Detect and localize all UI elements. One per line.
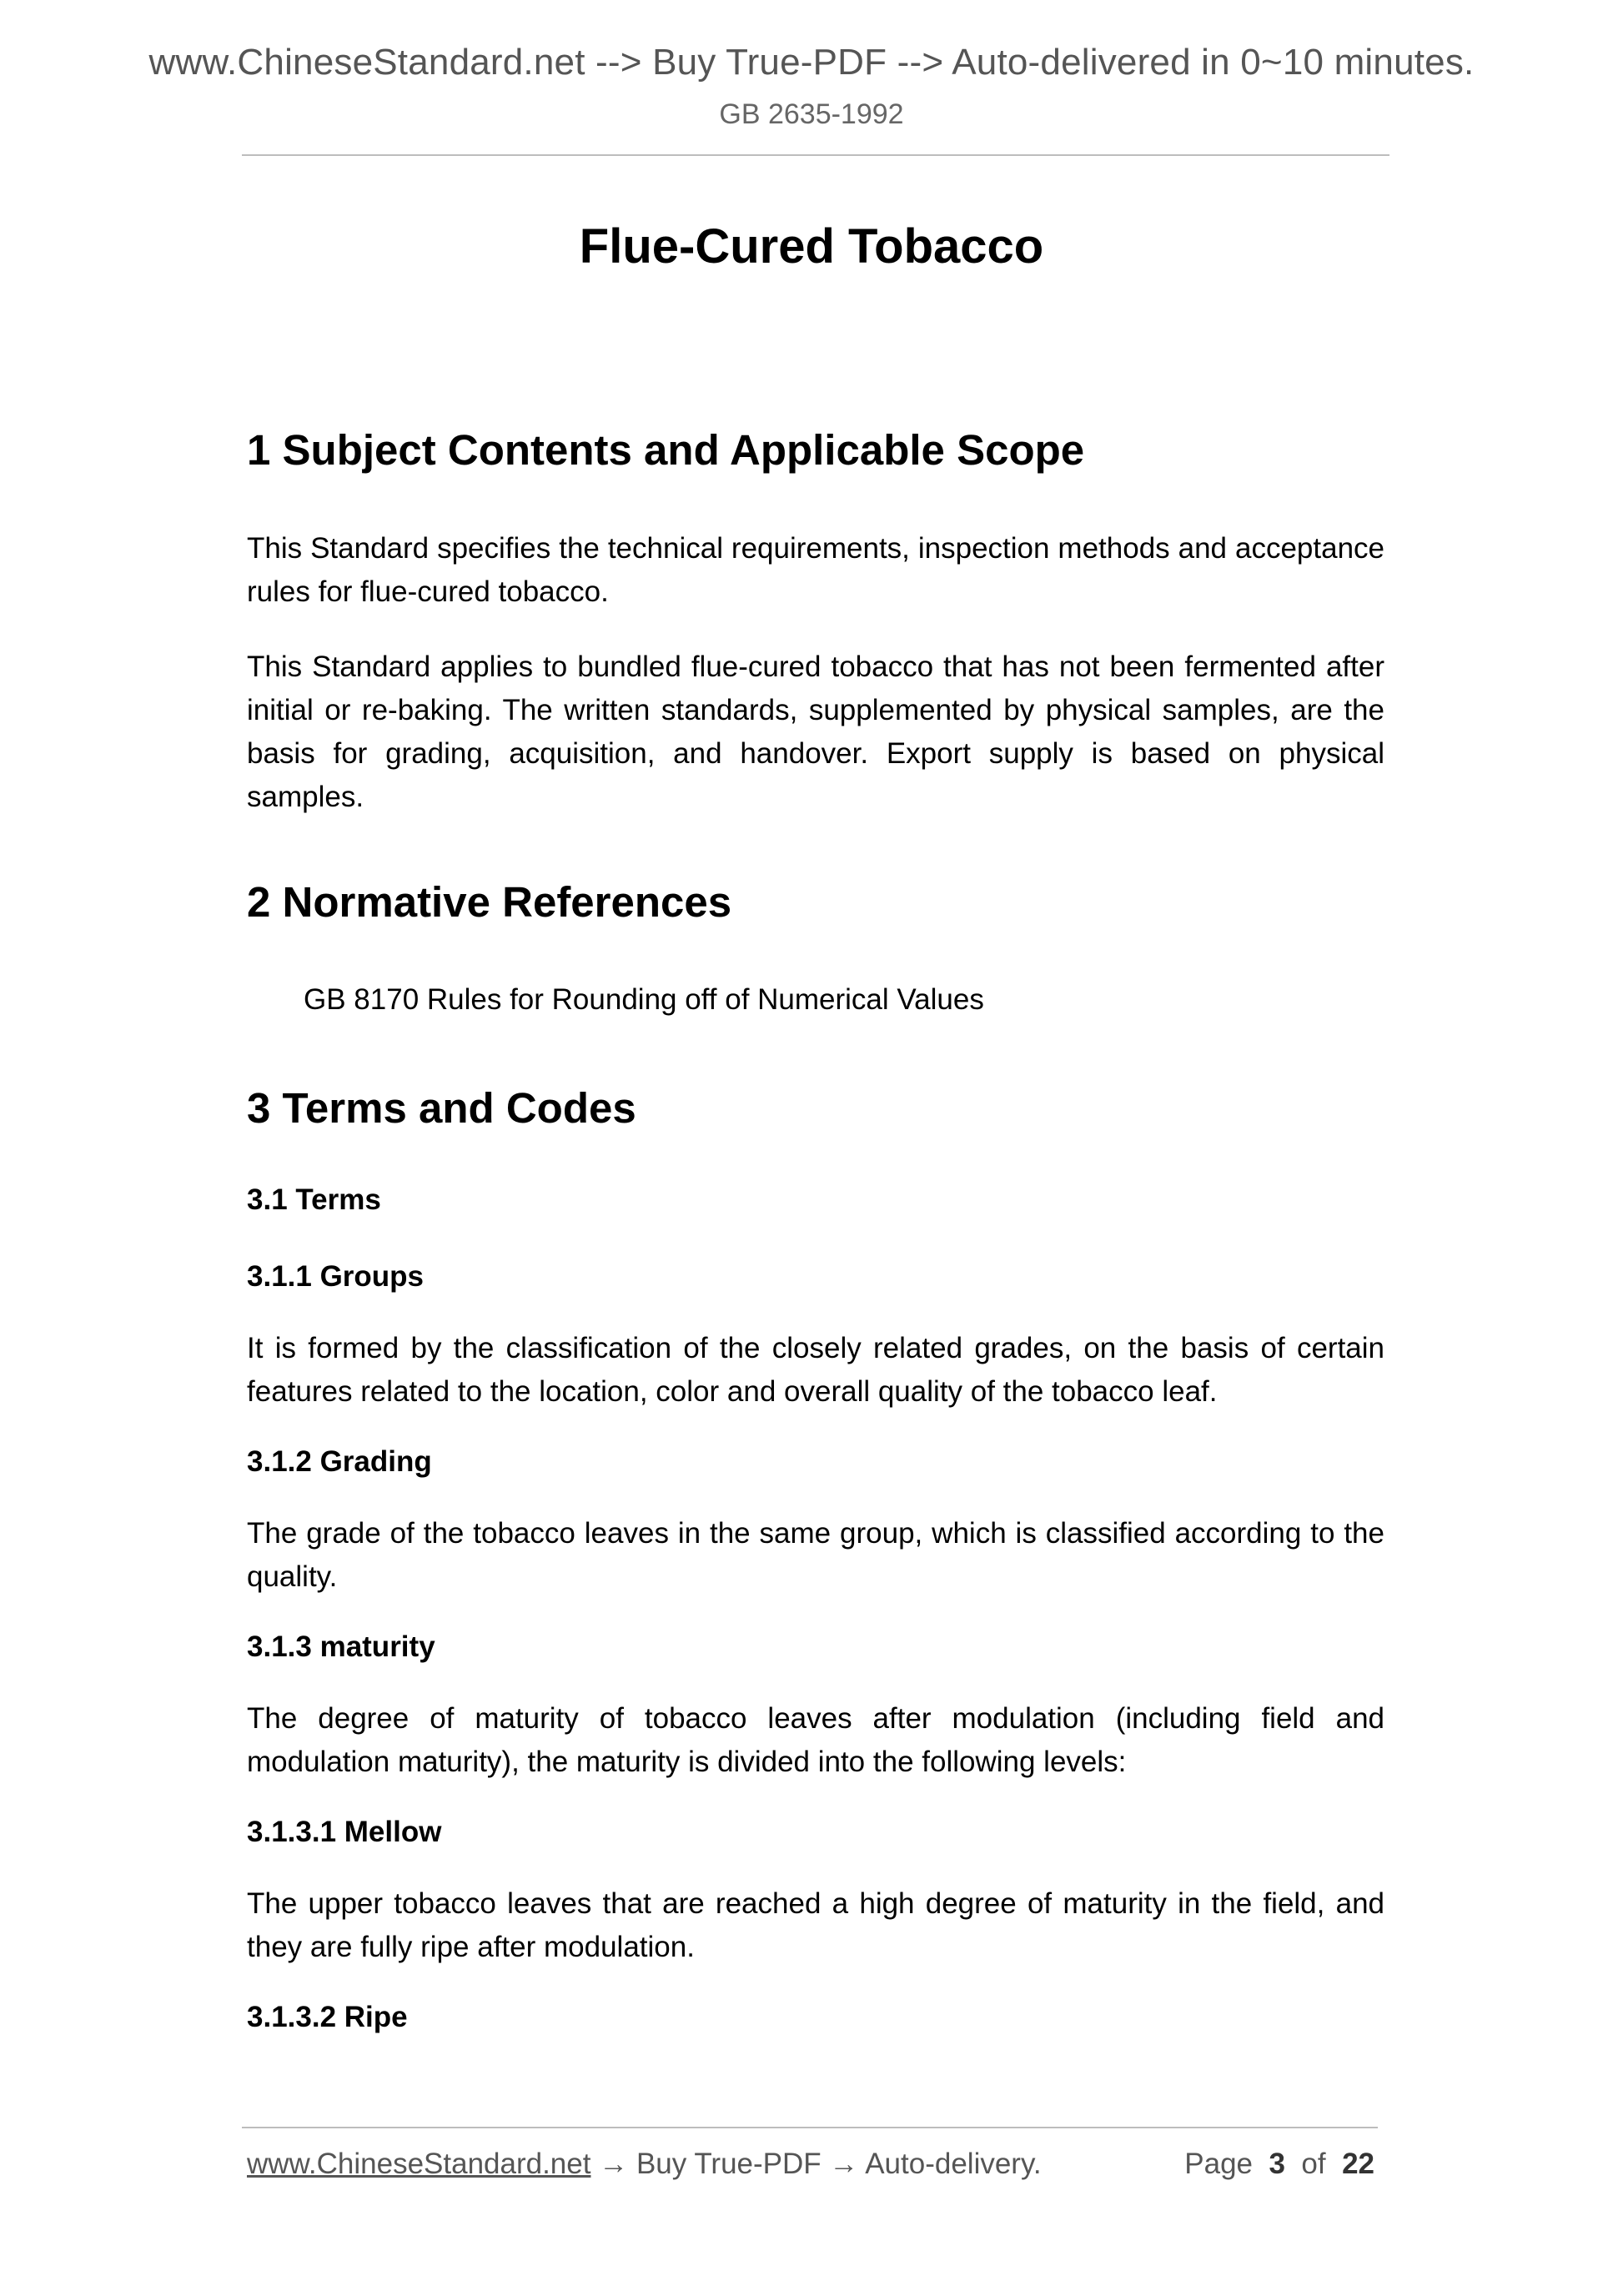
site-banner: www.ChineseStandard.net --> Buy True-PDF --> Auto-delivered in 0~10 minutes. bbox=[148, 42, 1475, 83]
subsection-heading: 3.1.3.1 Mellow bbox=[247, 1816, 442, 1848]
paragraph: The upper tobacco leaves that are reached a high degree of maturity in the field, and they are fully ripe after modulation. bbox=[247, 1887, 1384, 1963]
reference-item: GB 8170 Rules for Rounding off of Numerical Values bbox=[304, 983, 984, 1016]
page-label: Page bbox=[1184, 2148, 1254, 2180]
of-label: of bbox=[1301, 2148, 1326, 2180]
subsection-heading: 3.1.2 Grading bbox=[247, 1445, 432, 1478]
footer-divider bbox=[242, 2127, 1378, 2128]
paragraph: This Standard specifies the technical requirements, inspection methods and acceptance rules for flue-cured tobacco. bbox=[247, 532, 1384, 608]
delivery-text: Auto-delivery. bbox=[865, 2148, 1042, 2180]
section-heading-3: 3 Terms and Codes bbox=[247, 1084, 636, 1132]
paragraph: This Standard applies to bundled flue-cured tobacco that has not been fermented after initial or re-baking. The written standards, supplemented by physical samples, are the basis for grading, acquisition, and handover. Export supply is based on physical samples. bbox=[247, 651, 1384, 813]
page-number bbox=[1184, 2148, 1374, 2181]
footer-links bbox=[247, 2148, 1042, 2181]
document-code: GB 2635-1992 bbox=[719, 98, 904, 130]
section-heading-2: 2 Normative References bbox=[247, 878, 732, 926]
site-link[interactable]: www.ChineseStandard.net bbox=[247, 2148, 591, 2180]
document-body bbox=[247, 425, 1384, 2034]
current-page: 3 bbox=[1269, 2148, 1285, 2180]
paragraph: It is formed by the classification of the closely related grades, on the basis of certain features related to the location, color and overall quality of the tobacco leaf. bbox=[247, 1332, 1384, 1408]
total-pages: 22 bbox=[1342, 2148, 1374, 2180]
section-heading-1: 1 Subject Contents and Applicable Scope bbox=[247, 426, 1085, 474]
subsection-heading: 3.1.3 maturity bbox=[247, 1630, 435, 1663]
arrow-right-icon: → bbox=[829, 2148, 859, 2180]
subsection-heading: 3.1 Terms bbox=[247, 1183, 381, 1216]
buy-text: Buy True-PDF bbox=[636, 2148, 822, 2180]
document-title: Flue-Cured Tobacco bbox=[579, 219, 1044, 274]
header-divider bbox=[242, 154, 1389, 156]
arrow-right-icon: → bbox=[599, 2148, 629, 2180]
subsection-heading: 3.1.1 Groups bbox=[247, 1260, 425, 1293]
paragraph: The grade of the tobacco leaves in the same group, which is classified according to the quality. bbox=[247, 1517, 1384, 1593]
subsection-heading: 3.1.3.2 Ripe bbox=[247, 2001, 408, 2033]
page-footer bbox=[247, 2148, 1374, 2189]
paragraph: The degree of maturity of tobacco leaves after modulation (including field and modulation maturity), the maturity is divided into the following levels: bbox=[247, 1702, 1384, 1778]
